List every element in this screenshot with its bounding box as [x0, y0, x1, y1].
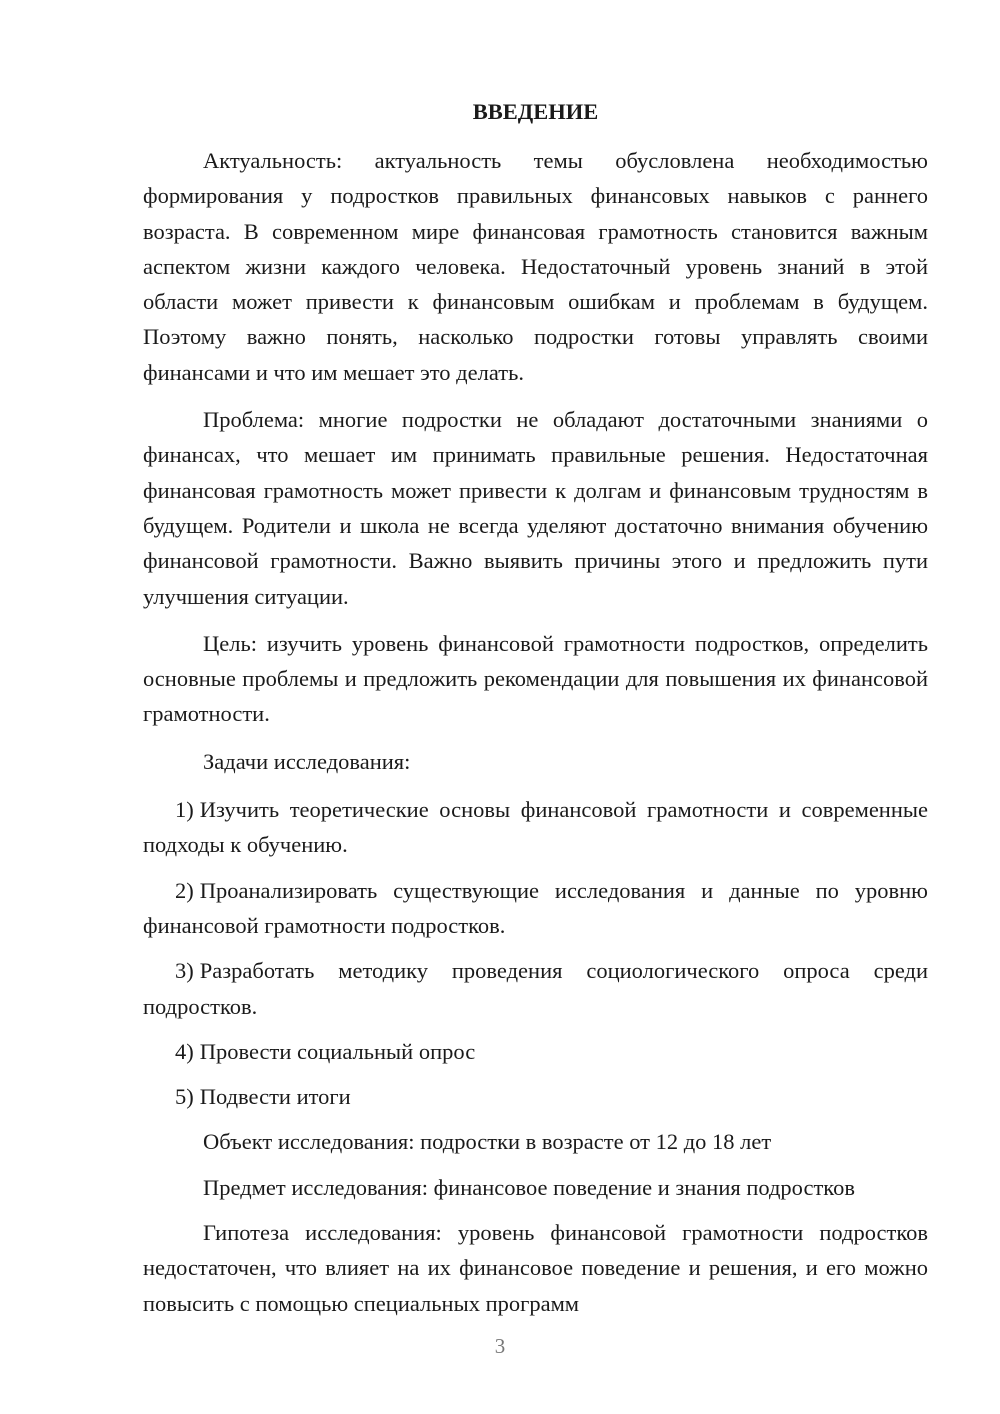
task-number: 1) [175, 797, 194, 823]
task-text: Проанализировать существующие исследования и данные по уровню финансовой грамотности подростков. [143, 877, 928, 938]
task-number: 5) [175, 1084, 194, 1110]
research-subject: Предмет исследования: финансовое поведение и знания подростков [203, 1174, 855, 1200]
tasks-heading: Задачи исследования: [203, 748, 411, 774]
page-title: ВВЕДЕНИЕ [472, 99, 599, 124]
task-text: Разработать методику проведения социологического опроса среди подростков. [143, 958, 928, 1019]
hypothesis-paragraph: Гипотеза исследования: уровень финансовой грамотности подростков недостаточен, что влияет на их финансовое поведение и решения, и его можно повысить с помощью специальных программ [143, 1220, 928, 1316]
page-number: 3 [494, 1334, 506, 1358]
task-number: 3) [175, 958, 194, 984]
task-number: 4) [175, 1038, 194, 1064]
relevance-paragraph: Актуальность: актуальность темы обусловлена необходимостью формирования у подростков правильных финансовых навыков с раннего возраста. В современном мире финансовая грамотность становится важным аспектом жизни каждого человека. Недостаточный уровень знаний в этой области может привести к финансовым ошибкам и проблемам в будущем. Поэтому важно понять, насколько подростки готовы управлять своими финансами и что им мешает это делать. [143, 148, 928, 385]
task-text: Подвести итоги [199, 1084, 351, 1110]
task-number: 2) [175, 877, 194, 903]
task-item-3 [143, 953, 928, 1024]
task-item-5 [143, 1079, 928, 1114]
task-text: Провести социальный опрос [199, 1038, 476, 1064]
task-item-4 [143, 1034, 928, 1069]
task-text: Изучить теоретические основы финансовой грамотности и современные подходы к обучению. [143, 797, 928, 858]
goal-paragraph: Цель: изучить уровень финансовой грамотности подростков, определить основные проблемы и предложить рекомендации для повышения их финансовой грамотности. [143, 630, 928, 727]
task-item-1 [143, 792, 928, 863]
problem-paragraph: Проблема: многие подростки не обладают достаточными знаниями о финансах, что мешает им принимать правильные решения. Недостаточная финансовая грамотность может привести к долгам и финансовым трудностям в будущем. Родители и школа не всегда уделяют достаточно внимания обучению финансовой грамотности. Важно выявить причины этого и предложить пути улучшения ситуации. [143, 407, 928, 609]
task-item-2 [143, 873, 928, 944]
research-object: Объект исследования: подростки в возрасте от 12 до 18 лет [203, 1129, 772, 1155]
text-column [143, 94, 928, 1321]
